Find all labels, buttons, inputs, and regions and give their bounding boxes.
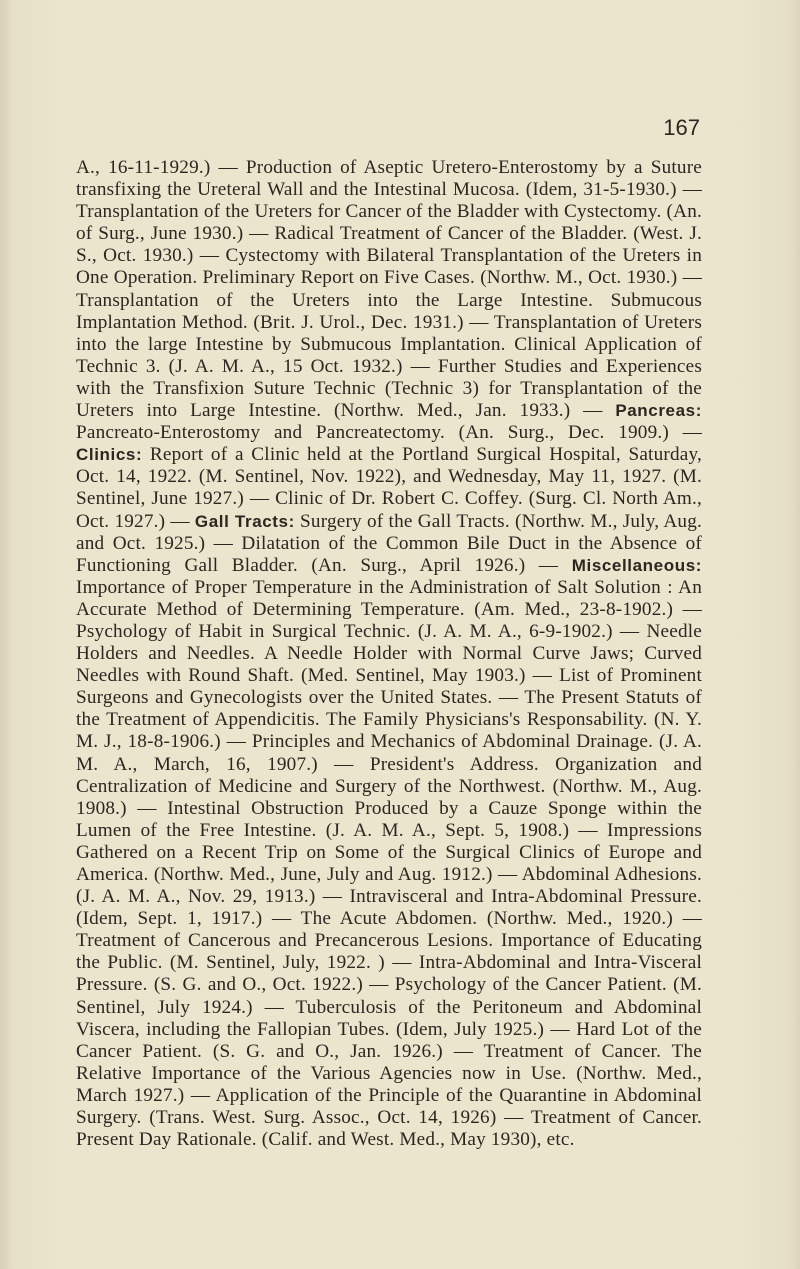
bibliography-text — [76, 157, 702, 1151]
bibliography-entries-urology: A., 16-11-1929.) — Production of Aseptic Uretero-Enterostomy by a Suture transfixing the Ureteral Wall and the Intestinal Mucosa. (Idem, 31-5-1930.) — Transplantation of the Ureters for Cancer of the Bladder with Cystectomy. (An. of Surg., June 1930.) — Radical Treatment of Cancer of the Bladder. (West. J. S., Oct. 1930.) — Cystectomy with Bilateral Transplantation of the Ureters in One Operation. Preliminary Report on Five Cases. (Northw. M., Oct. 1930.) — Transplantation of the Ureters into the Large Intestine. Submucous Implantation Method. (Brit. J. Urol., Dec. 1931.) — Transplantation of Ureters into the large Intestine by Submucous Implantation. Clinical Application of Technic 3. (J. A. M. A., 15 Oct. 1932.) — Further Studies and Experiences with the Transfixion Suture Technic (Technic 3) for Transplantation of the Ureters into Large Intestine. (Northw. Med., Jan. 1933.) — — [76, 157, 702, 422]
section-heading-gall-tracts: Gall Tracts: — [194, 511, 295, 531]
bibliography-entries-miscellaneous: Importance of Proper Temperature in the Administration of Salt Solution : An Accurate Method of Determining Temperature. (Am. Med., 23-8-1902.) — Psychology of Habit in Surgical Technic. (J. A. M. A., 6-9-1902.) — Needle Holders and Needles. A Needle Holder with Normal Curve Jaws; Curved Needles with Round Shaft. (Med. Sentinel, May 1903.) — List of Prominent Surgeons and Gynecologists over the United States. — The Present Statuts of the Treatment of Appendicitis. The Family Physicians's Responsability. (N. Y. M. J., 18-8-1906.) — Principles and Mechanics of Abdominal Drainage. (J. A. M. A., March, 16, 1907.) — President's Address. Organization and Centralization of Medicine and Surgery of the Northwest. (Northw. M., Aug. 1908.) — Intestinal Obstruction Produced by a Cauze Sponge within the Lumen of the Free Intestine. (J. A. M. A., Sept. 5, 1908.) — Impressions Gathered on a Recent Trip on Some of the Surgical Clinics of Europe and America. (Northw. Med., June, July and Aug. 1912.) — Abdominal Adhesions. (J. A. M. A., Nov. 29, 1913.) — Intravisceral and Intra-Abdominal Pressure. (Idem, Sept. 1, 1917.) — The Acute Abdomen. (Northw. Med., 1920.) — Treatment of Cancerous and Precancerous Lesions. Importance of Educating the Public. (M. Sentinel, July, 1922. ) — Intra-Abdominal and Intra-Visceral Pressure. (S. G. and O., Oct. 1922.) — Psychology of the Cancer Patient. (M. Sentinel, July 1924.) — Tuberculosis of the Peritoneum and Abdominal Viscera, including the Fallopian Tubes. (Idem, July 1925.) — Hard Lot of the Cancer Patient. (S. G. and O., Jan. 1926.) — Treatment of Cancer. The Relative Importance of the Various Agencies now in Use. (Northw. Med., March 1927.) — Application of the Principle of the Quarantine in Abdominal Surgery. (Trans. West. Surg. Assoc., Oct. 14, 1926) — Treatment of Cancer. Present Day Rationale. (Calif. and West. Med., May 1930), etc. — [76, 576, 702, 1151]
section-heading-clinics: Clinics: — [76, 445, 143, 465]
section-heading-pancreas: Pancreas: — [615, 401, 702, 421]
page-number: 167 — [663, 115, 700, 140]
bibliography-entries-clinics: Report of a Clinic held at the Portland Surgical Hospital, Saturday, Oct. 14, 1922. (M. Sentinel, Nov. 1922), and Wednesday, May 11, 1927. (M. Sentinel, June 1927.) — Clinic of Dr. Robert C. Coffey. (Surg. Cl. North Am., Oct. 1927.) — — [76, 444, 703, 532]
bibliography-entries-pancreas: Pancreato-Enterostomy and Pancreatectomy. (An. Surg., Dec. 1909.) — — [76, 422, 702, 444]
bibliography-entries-gall-tracts: Surgery of the Gall Tracts. (Northw. M., July, Aug. and Oct. 1925.) — Dilatation of the Common Bile Duct in the Absence of Functioning Gall Bladder. (An. Surg., April 1926.) — — [76, 510, 702, 576]
section-heading-miscellaneous: Miscellaneous: — [571, 555, 703, 575]
